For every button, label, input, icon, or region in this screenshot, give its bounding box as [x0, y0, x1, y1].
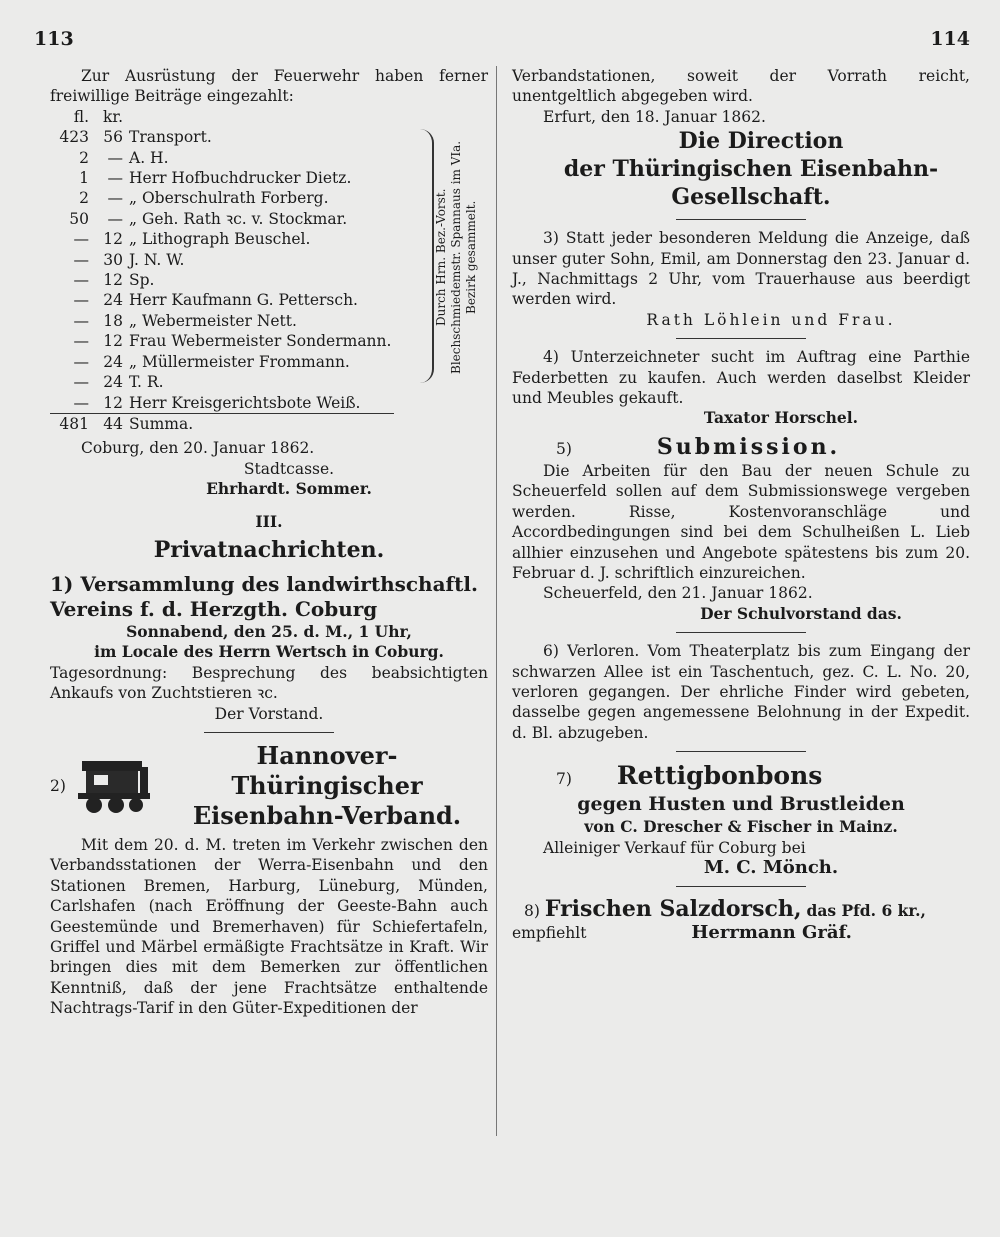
donation-fl: — [73, 393, 89, 412]
donation-intro: Zur Ausrüstung der Feuerwehr haben ferner freiwillige Beiträge eingezahlt: [50, 67, 488, 106]
notice-5-number: 5) [556, 439, 572, 458]
donation-name: Frau Webermeister Sondermann. [129, 332, 392, 351]
continued-text: Verbandstationen, soweit der Vorrath reicht, unentgeltlich abgegeben wird. [512, 67, 970, 106]
col-fl-header: fl. [73, 107, 89, 126]
erfurt-date: Erfurt, den 18. Januar 1862. [543, 107, 766, 126]
donation-name: „ Geh. Rath ꝛc. v. Stockmar. [129, 209, 348, 228]
donation-fl: — [73, 271, 89, 290]
donation-name: J. N. W. [129, 250, 185, 269]
donation-kr: — [107, 189, 123, 208]
donation-kr: 30 [103, 250, 123, 269]
section-number: III. [255, 511, 283, 531]
notice-2-title: Hannover-Thüringischer Eisenbahn-Verband. [192, 740, 462, 830]
notice-5-date: Scheuerfeld, den 21. Januar 1862. [543, 584, 813, 603]
notice-2-number: 2) [50, 776, 66, 795]
notice-7-number: 7) [556, 770, 572, 789]
donation-kr: 12 [103, 230, 123, 249]
donation-fl: 50 [69, 209, 89, 228]
donation-name: Herr Hofbuchdrucker Dietz. [129, 169, 352, 188]
sum-row [50, 413, 394, 434]
donation-name: „ Lithograph Beuschel. [129, 230, 311, 249]
notice-5-title-row [512, 433, 970, 461]
donation-fl: — [73, 230, 89, 249]
notice-5-text: Die Arbeiten für den Bau der neuen Schule zu Scheuerfeld sollen auf dem Submissionswege vergeben werden. Risse, Kostenvoranschläge und Accordbedingungen sind bei dem Schulheißen L. Lieb allhier einzusehen und Angebote spätestens bis zum 20. Februar d. J. schriftlich einzureichen. [512, 461, 970, 582]
donation-table [50, 107, 394, 435]
notice-5-sign: Der Schulvorstand das. [700, 603, 902, 623]
donation-kr: 12 [103, 393, 123, 412]
direction-sign-1: Die Direction [678, 128, 844, 155]
brace-note: Durch Hrn. Bez.-Vorst. Blechschmiedemstr. Spannaus im VIa. Bezirk gesammelt. [434, 140, 478, 374]
locomotive-icon [74, 757, 156, 815]
page-number-left: 113 [34, 28, 74, 50]
donation-name: Herr Kaufmann G. Pettersch. [129, 291, 358, 310]
notice-7-seller: M. C. Mönch. [703, 856, 839, 878]
notice-1-title [50, 572, 488, 622]
notice-8-sign: Herrmann Gräf. [691, 922, 852, 944]
divider-rule [676, 751, 806, 752]
notice-7-maker: von C. Drescher & Fischer in Mainz. [584, 817, 898, 837]
direction-sign-2: der Thüringischen Eisenbahn-Gesellschaft. [563, 156, 939, 211]
notice-2-header [50, 741, 488, 831]
notice-2-text: Mit dem 20. d. M. treten im Verkehr zwischen den Verbandsstationen der Werra-Eisenbahn und den Stationen Bremen, Harburg, Lüneburg, Münden, Carlshafen (nach Eröffnung der Geeste-Bahn auch Geestemünde und Bremerhaven) für Schiefertafeln, Griffel und Märbel ermäßigte Frachtsätze in Kraft. Wir bringen dies mit dem Bemerken zur öffentlichen Kenntniß, daß der jene Frachtsätze enthaltende Nachtrags-Tarif in den Güter-Expeditionen der [50, 835, 488, 1018]
notice-8-recommends: empfiehlt [512, 924, 587, 943]
donation-name: Transport. [129, 128, 212, 147]
donation-row [50, 229, 394, 249]
donation-fl: — [73, 311, 89, 330]
sum-kr: 44 [92, 413, 126, 434]
col-kr-header: kr. [102, 107, 123, 126]
section-title: Privatnachrichten. [153, 536, 385, 563]
donation-fl: — [73, 373, 89, 392]
donation-row [50, 148, 394, 168]
donation-list [50, 107, 488, 435]
donation-name: „ Oberschulrath Forberg. [129, 189, 329, 208]
donation-fl: — [73, 250, 89, 269]
notice-8-sign-row [512, 923, 970, 943]
divider-rule [676, 886, 806, 887]
right-column [512, 66, 970, 944]
notice-1-sign: Der Vorstand. [214, 704, 324, 723]
donation-name: Herr Kreisgerichtsbote Weiß. [129, 393, 361, 412]
notice-8-title: Frischen Salzdorsch, [544, 896, 802, 923]
notice-4-text: 4) Unterzeichneter sucht im Auftrag eine Parthie Federbetten zu kaufen. Auch werden daselbst Kleider und Meubles gekauft. [512, 348, 970, 408]
column-divider [496, 66, 497, 1136]
notice-8-price: das Pfd. 6 kr., [806, 901, 926, 921]
donation-kr: 12 [103, 332, 123, 351]
notice-7-subtitle: gegen Husten und Brustleiden [577, 793, 905, 816]
left-column [50, 66, 488, 1019]
sum-fl: 481 [50, 413, 92, 434]
coburg-date: Coburg, den 20. Januar 1862. [81, 439, 315, 458]
divider-rule [676, 219, 806, 220]
notice-1-line2: im Locale des Herrn Wertsch in Coburg. [94, 642, 444, 662]
notice-1-heading: Versammlung des landwirthschaftl. Vereins f. d. Herzgth. Coburg [50, 571, 478, 621]
donation-kr: 56 [103, 128, 123, 147]
donation-row [50, 393, 394, 414]
donation-row [50, 127, 394, 147]
donation-kr: — [107, 169, 123, 188]
office-signers: Ehrhardt. Sommer. [206, 479, 372, 499]
donation-kr: 24 [103, 373, 123, 392]
divider-rule [676, 338, 806, 339]
donation-kr: 18 [103, 311, 123, 330]
donation-fl: — [73, 291, 89, 310]
donation-kr: 24 [103, 291, 123, 310]
donation-row [50, 352, 394, 372]
page-number-right: 114 [930, 28, 970, 50]
notice-3-text: 3) Statt jeder besonderen Meldung die Anzeige, daß unser guter Sohn, Emil, am Donnerstag den 23. Januar d. J., Nachmittags 2 Uhr, vom Trauerhause aus beerdigt werden wird. [512, 229, 970, 309]
donation-row [50, 270, 394, 290]
notice-5-title: Submission. [656, 433, 841, 460]
divider-rule [204, 732, 334, 733]
donation-row [50, 311, 394, 331]
donation-row [50, 250, 394, 270]
notice-1-number: 1) [50, 571, 74, 596]
donation-row [50, 331, 394, 351]
donation-fl: — [73, 332, 89, 351]
donation-row [50, 209, 394, 229]
notice-7-title-row [512, 760, 970, 791]
sum-label: Summa. [126, 413, 394, 434]
donation-kr: — [107, 148, 123, 167]
donation-row [50, 290, 394, 310]
donation-name: A. H. [129, 148, 169, 167]
office-name: Stadtcasse. [243, 459, 335, 478]
notice-7-title: Rettigbonbons [616, 761, 823, 791]
donation-name: Sp. [129, 271, 155, 290]
donation-name: T. R. [129, 373, 164, 392]
notice-1-agenda: Tagesordnung: Besprechung des beabsichtigten Ankaufs von Zuchtstieren ꝛc. [50, 663, 488, 703]
donation-kr: 24 [103, 352, 123, 371]
notice-1-line1: Sonnabend, den 25. d. M., 1 Uhr, [126, 621, 412, 641]
donation-fl: 1 [79, 169, 89, 188]
notice-8-number: 8) [524, 902, 540, 921]
donation-name: „ Müllermeister Frommann. [129, 352, 350, 371]
notice-8-title-row [512, 895, 970, 923]
donation-kr: 12 [103, 271, 123, 290]
donation-row [50, 188, 394, 208]
donation-name: „ Webermeister Nett. [129, 311, 297, 330]
notice-6-text: 6) Verloren. Vom Theaterplatz bis zum Eingang der schwarzen Allee ist ein Taschentuch, gez. C. L. No. 20, verloren gegangen. Der ehrliche Finder wird gebeten, dasselbe gegen angemessene Belohnung in der Expedit. d. Bl. abzugeben. [512, 642, 970, 742]
donation-row [50, 372, 394, 392]
donation-fl: — [73, 352, 89, 371]
donation-fl: 2 [79, 189, 89, 208]
notice-4-sign: Taxator Horschel. [703, 408, 859, 428]
donation-row [50, 168, 394, 188]
donation-fl: 423 [59, 128, 89, 147]
divider-rule [676, 632, 806, 633]
notice-7-sale: Alleiniger Verkauf für Coburg bei [543, 838, 806, 857]
notice-3-sign: Rath Löhlein und Frau. [646, 310, 896, 329]
donation-kr: — [107, 209, 123, 228]
donation-fl: 2 [79, 148, 89, 167]
brace-mark [420, 129, 434, 383]
